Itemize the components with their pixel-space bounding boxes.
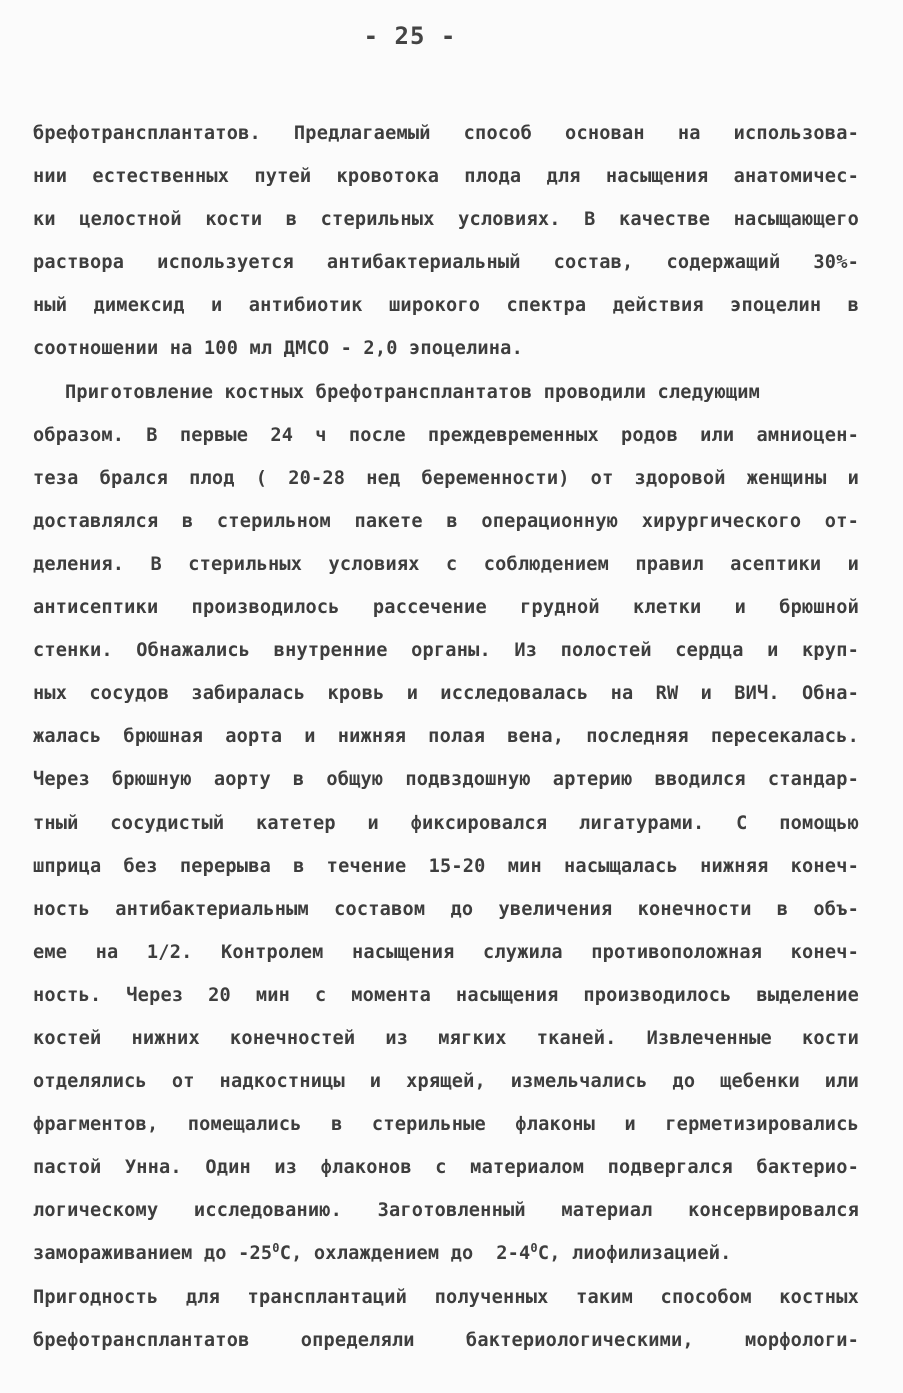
text-line: соотношении на 100 мл ДМСО - 2,0 эпоцелина. xyxy=(33,338,523,360)
text-line: тный сосудистый катетер и фиксировался лигатурами. С помощью xyxy=(33,812,859,834)
temp-text-pre: замораживанием до -25 xyxy=(33,1243,273,1265)
text-line: раствора используется антибактериальный состав, содержащий 30%- xyxy=(33,252,859,274)
text-line: деления. В стерильных условиях с соблюдением правил асептики и xyxy=(33,553,859,575)
text-line: отделялись от надкостницы и хрящей, измельчались до щебенки или xyxy=(33,1071,859,1093)
text-line: пастой Унна. Один из флаконов с материалом подвергался бактерио- xyxy=(33,1157,859,1179)
degree-sign: 0 xyxy=(272,1241,280,1256)
text-line: нии естественных путей кровотока плода для насыщения анатомичес- xyxy=(33,166,859,188)
text-line: фрагментов, помещались в стерильные флаконы и герметизировались xyxy=(33,1114,859,1136)
text-line: стенки. Обнажались внутренние органы. Из полостей сердца и круп- xyxy=(33,640,859,662)
text-line: брефотрансплантатов. Предлагаемый способ основан на использова- xyxy=(33,123,859,144)
text-line: теза брался плод ( 20-28 нед беременности) от здоровой женщины и xyxy=(33,467,859,489)
text-line: антисептики производилось рассечение грудной клетки и брюшной xyxy=(33,597,859,619)
text-line: брефотрансплантатов определяли бактериологическими, морфологи- xyxy=(33,1329,859,1351)
page-number: - 25 - xyxy=(363,22,457,50)
text-line: доставлялся в стерильном пакете в операционную хирургического от- xyxy=(33,510,859,532)
text-line-with-temperatures xyxy=(33,1232,873,1275)
text-line: логическому исследованию. Заготовленный материал консервировался xyxy=(33,1200,859,1222)
temp-text-mid: С, охлаждением до 2-4 xyxy=(279,1243,531,1265)
paragraph-first-line: Приготовление костных брефотрансплантатов проводили следующим xyxy=(65,381,761,403)
text-line: еме на 1/2. Контролем насыщения служила противоположная конеч- xyxy=(33,941,859,963)
text-line: костей нижних конечностей из мягких тканей. Извлеченные кости xyxy=(33,1027,859,1049)
text-line: ных сосудов забиралась кровь и исследовалась на RW и ВИЧ. Обна- xyxy=(33,683,859,705)
degree-sign: 0 xyxy=(530,1241,538,1256)
text-line: ность антибактериальным составом до увеличения конечности в объ- xyxy=(33,898,859,920)
text-line: шприца без перерыва в течение 15-20 мин насыщалась нижняя конеч- xyxy=(33,855,859,877)
text-line: образом. В первые 24 ч после преждевременных родов или амниоцен- xyxy=(33,424,859,446)
body-text xyxy=(33,112,873,1362)
text-line: ки целостной кости в стерильных условиях. В качестве насыщающего xyxy=(33,209,859,231)
temp-text-post: С, лиофилизацией. xyxy=(537,1243,732,1265)
text-line: Пригодность для трансплантаций полученных таким способом костных xyxy=(33,1286,859,1308)
text-line: ность. Через 20 мин с момента насыщения производилось выделение xyxy=(33,984,859,1006)
text-line: ный димексид и антибиотик широкого спектра действия эпоцелин в xyxy=(33,295,859,317)
text-line: Через брюшную аорту в общую подвздошную артерию вводился стандар- xyxy=(33,769,859,791)
text-line: жалась брюшная аорта и нижняя полая вена, последняя пересекалась. xyxy=(33,726,859,748)
